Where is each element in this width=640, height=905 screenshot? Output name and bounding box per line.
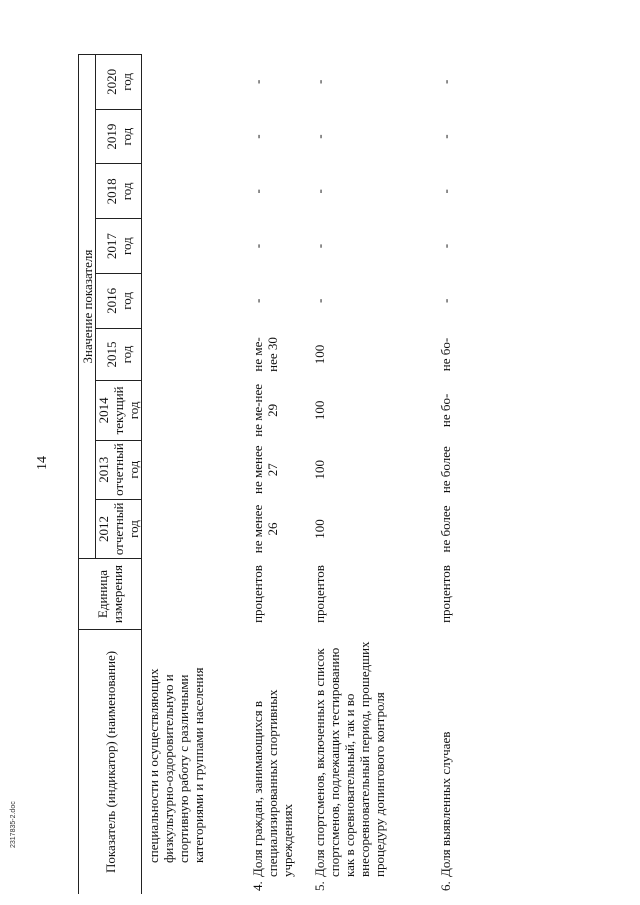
row-number [146,877,206,891]
value-cell: - [250,189,265,194]
page-number: 14 [35,456,50,470]
value-cell: - [312,134,327,139]
value-cell: - [312,243,327,249]
indicator-cell [242,629,312,894]
indicator-text: Доля спортсменов, включенных в список спортсменов, подлежащих тестированию как в соревновательный, так и во внесоревновательный период, прошедших процедуру допингового контроля [312,641,387,877]
indicator-cell [312,629,430,894]
unit-cell: процентов [250,565,265,623]
value-cell [142,164,243,219]
value-cell: - [438,134,453,139]
row-number: 4. [250,881,265,891]
unit-cell: процентов [438,565,453,623]
row-number: 5. [312,881,327,891]
value-cell: не бо- [438,337,453,372]
value-cell: 100 [312,519,327,539]
value-cell [142,381,243,440]
value-cell: - [438,79,453,85]
header-year-2017: 2017 год [96,219,142,274]
value-cell: - [438,189,453,194]
value-cell [142,55,243,110]
value-cell: не ме-нее 30 [250,337,280,372]
value-cell: - [250,298,265,304]
unit-cell [142,559,243,630]
indicator-text: Доля выявленных случаев [438,731,453,877]
header-year-2019: 2019 год [96,109,142,164]
row-number: 6. [438,881,453,891]
header-indicator: Показатель (индикатор) (наименование) [79,629,142,894]
header-year-2013: 2013 отчетный год [96,440,142,499]
header-year-2015: 2015 год [96,328,142,380]
table-row [430,55,468,895]
value-cell: - [312,79,327,85]
table-row [142,55,243,895]
value-cell [142,274,243,329]
value-cell [142,109,243,164]
value-cell: не менее 26 [250,504,280,554]
value-cell: не бо- [438,393,453,428]
header-year-2012: 2012 отчетный год [96,499,142,558]
value-cell: - [438,243,453,249]
header-unit: Единица измерения [79,559,142,630]
value-cell: 100 [312,400,327,421]
indicator-table [78,54,468,894]
table-row [242,55,312,895]
value-cell: не ме-нее 29 [250,383,280,437]
value-cell [142,219,243,274]
value-cell [142,328,243,380]
document-code: 2317835-2.doc [10,801,17,848]
value-cell: - [250,243,265,249]
header-year-2016: 2016 год [96,274,142,329]
value-cell [142,440,243,499]
header-value-group: Значение показателя [79,55,96,559]
unit-cell: процентов [312,565,327,623]
value-cell: не менее 27 [250,445,280,494]
header-year-2020: 2020 год [96,55,142,110]
value-cell: - [312,189,327,194]
indicator-cell [142,629,243,894]
table-row [312,55,430,895]
header-year-2018: 2018 год [96,164,142,219]
indicator-text: Доля граждан, занимающихся в специализированных спортивных учреждениях [250,689,295,877]
value-cell: 100 [312,344,327,365]
value-cell: не более [438,446,453,494]
header-year-2014: 2014 текущий год [96,381,142,440]
value-cell [142,499,243,558]
value-cell: - [250,79,265,85]
value-cell: - [312,298,327,304]
value-cell: не более [438,505,453,553]
indicator-cell [430,629,468,894]
value-cell: - [250,134,265,139]
value-cell: - [438,298,453,304]
indicator-table-sheet [78,54,598,894]
value-cell: 100 [312,459,327,480]
indicator-text: специальности и осуществляющих физкультурно-оздоровительную и спортивную работу с различными категориями и группами населения [146,667,206,863]
